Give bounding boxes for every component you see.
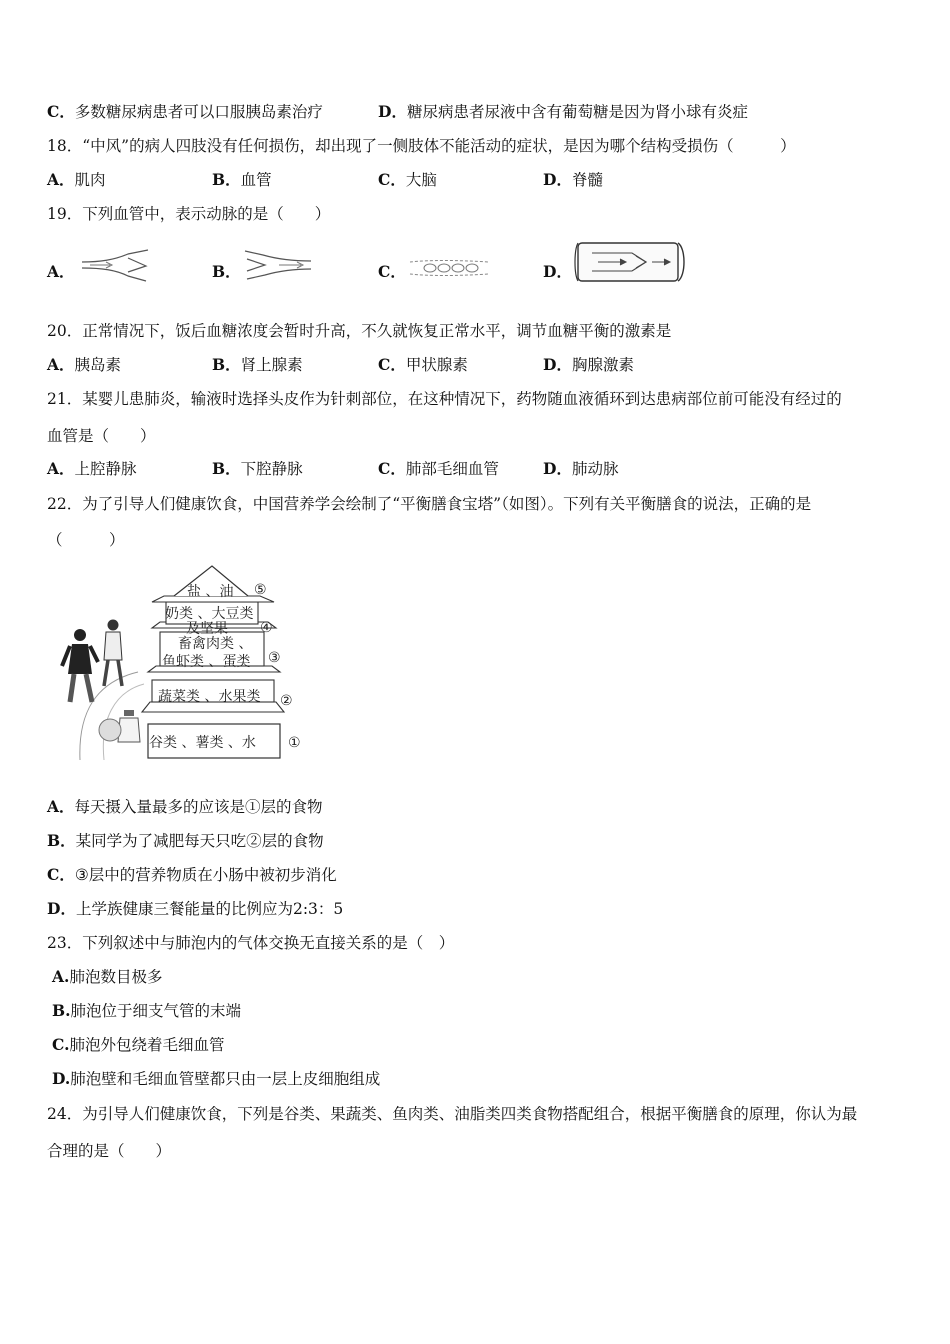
- option-text: 每天摄入量最多的应该是①层的食物: [74, 798, 323, 816]
- option-label: B．: [212, 262, 241, 281]
- option-label: A.: [52, 967, 70, 986]
- q19-option-c-label: [378, 262, 406, 282]
- option-label: D．: [378, 102, 407, 121]
- option-label: A．: [47, 170, 75, 189]
- q18-option-a: [47, 170, 106, 190]
- q20-option-c: [378, 355, 468, 375]
- q23-option-d: [52, 1069, 380, 1089]
- q22-option-d: [47, 899, 343, 919]
- question-22-stem-line1: 22．为了引导人们健康饮食，中国营养学会绘制了“平衡膳食宝塔”（如图）。下列有关平衡膳食的说法，正确的是: [47, 495, 812, 513]
- option-label: C．: [378, 355, 406, 374]
- option-label: A．: [47, 262, 75, 281]
- question-21-stem-line1: 21．某婴儿患肺炎，输液时选择头皮作为针刺部位，在这种情况下，药物随血液循环到达患病部位前可能没有经过的: [47, 390, 842, 408]
- pagoda-number-2: ②: [280, 693, 293, 709]
- option-label: B．: [47, 831, 76, 850]
- question-19-stem: 19．下列血管中，表示动脉的是（ ）: [47, 205, 331, 223]
- q20-option-b: [212, 355, 303, 375]
- option-text: ③层中的营养物质在小肠中被初步消化: [74, 866, 337, 884]
- option-text: 胰岛素: [74, 356, 122, 374]
- question-24-stem-line2: 合理的是（ ）: [47, 1142, 172, 1160]
- q22-option-a: [47, 797, 323, 817]
- option-label: D．: [47, 899, 76, 918]
- q23-option-a: [52, 967, 162, 987]
- question-23-stem: 23．下列叙述中与肺泡内的气体交换无直接关系的是（ ）: [47, 934, 455, 952]
- option-text: 多数糖尿病患者可以口服胰岛素治疗: [74, 103, 323, 121]
- vessel-c-image: [408, 254, 490, 280]
- q22-option-b: [47, 831, 324, 851]
- option-text: 肾上腺素: [240, 356, 303, 374]
- option-label: B．: [212, 355, 241, 374]
- pagoda-tier3-label-1: 畜禽肉类 、: [178, 636, 253, 652]
- option-label: C．: [47, 102, 75, 121]
- q23-option-b: [52, 1001, 241, 1021]
- q21-option-c: [378, 459, 499, 479]
- question-18-stem: 18．“中风”的病人四肢没有任何损伤，却出现了一侧肢体不能活动的症状，是因为哪个结构受损伤（ ）: [47, 137, 796, 155]
- option-text: 甲状腺素: [405, 356, 468, 374]
- option-label: D．: [543, 262, 572, 281]
- option-text: 上学族健康三餐能量的比例应为2:3：5: [75, 900, 344, 918]
- option-label: C．: [378, 262, 406, 281]
- option-text: 脊髓: [571, 171, 603, 189]
- pagoda-number-4: ④: [260, 620, 273, 636]
- pagoda-tier4-label-1: 奶类 、大豆类: [165, 606, 254, 622]
- option-text: 肺动脉: [571, 460, 619, 478]
- option-label: B．: [212, 170, 241, 189]
- pagoda-tier5-label: 盐 、油: [187, 584, 234, 600]
- pagoda-tier1-label: 谷类 、薯类 、水: [149, 735, 256, 751]
- option-d: [378, 102, 748, 122]
- option-label: B．: [212, 459, 241, 478]
- q20-option-d: [543, 355, 634, 375]
- option-text: 肺部毛细血管: [405, 460, 499, 478]
- option-text: 上腔静脉: [74, 460, 137, 478]
- question-24-stem-line1: 24．为引导人们健康饮食，下列是谷类、果蔬类、鱼肉类、油脂类四类食物搭配组合，根据平衡膳食的原理，你认为最: [47, 1105, 858, 1123]
- option-label: D.: [52, 1069, 71, 1088]
- q19-option-d-label: [543, 262, 572, 282]
- option-text: 血管: [240, 171, 272, 189]
- pagoda-number-5: ⑤: [254, 582, 267, 598]
- option-text: 肌肉: [74, 171, 106, 189]
- q21-option-b: [212, 459, 303, 479]
- vessel-b-image: [243, 247, 313, 283]
- q21-option-a: [47, 459, 137, 479]
- pagoda-number-1: ①: [288, 735, 301, 751]
- pagoda-tier2-label: 蔬菜类 、水果类: [158, 689, 261, 705]
- option-text: 肺泡外包绕着毛细血管: [69, 1036, 225, 1054]
- option-c: [47, 102, 323, 122]
- vessel-a-image: [80, 248, 152, 282]
- option-text: 糖尿病患者尿液中含有葡萄糖是因为肾小球有炎症: [406, 103, 748, 121]
- vessel-d-image: [572, 240, 687, 284]
- option-text: 下腔静脉: [240, 460, 303, 478]
- option-label: A．: [47, 797, 75, 816]
- option-label: C．: [378, 459, 406, 478]
- q18-option-c: [378, 170, 437, 190]
- option-label: D．: [543, 355, 572, 374]
- q22-option-c: [47, 865, 337, 885]
- pagoda-tier3-label-2: 鱼虾类 、蛋类: [162, 654, 251, 670]
- option-text: 胸腺激素: [571, 356, 634, 374]
- option-label: A．: [47, 459, 75, 478]
- option-text: 某同学为了减肥每天只吃②层的食物: [75, 832, 324, 850]
- q19-option-b-label: [212, 262, 241, 282]
- q19-option-a-label: [47, 262, 75, 282]
- option-label: C.: [52, 1035, 70, 1054]
- option-text: 肺泡位于细支气管的末端: [70, 1002, 242, 1020]
- question-20-stem: 20．正常情况下，饭后血糖浓度会暂时升高，不久就恢复正常水平，调节血糖平衡的激素是: [47, 322, 672, 340]
- question-22-stem-line2: （ ）: [47, 531, 125, 549]
- option-label: D．: [543, 459, 572, 478]
- option-label: A．: [47, 355, 75, 374]
- option-label: D．: [543, 170, 572, 189]
- option-label: C．: [378, 170, 406, 189]
- q23-option-c: [52, 1035, 224, 1055]
- option-text: 肺泡数目极多: [69, 968, 163, 986]
- question-21-stem-line2: 血管是（ ）: [47, 427, 156, 445]
- q20-option-a: [47, 355, 121, 375]
- pagoda-tier4-label-2: 及坚果: [186, 621, 228, 637]
- q18-option-b: [212, 170, 272, 190]
- option-label: C．: [47, 865, 75, 884]
- q21-option-d: [543, 459, 618, 479]
- option-text: 大脑: [405, 171, 437, 189]
- option-label: B.: [52, 1001, 71, 1020]
- pagoda-number-3: ③: [268, 650, 281, 666]
- option-text: 肺泡壁和毛细血管壁都只由一层上皮细胞组成: [70, 1070, 381, 1088]
- q18-option-d: [543, 170, 603, 190]
